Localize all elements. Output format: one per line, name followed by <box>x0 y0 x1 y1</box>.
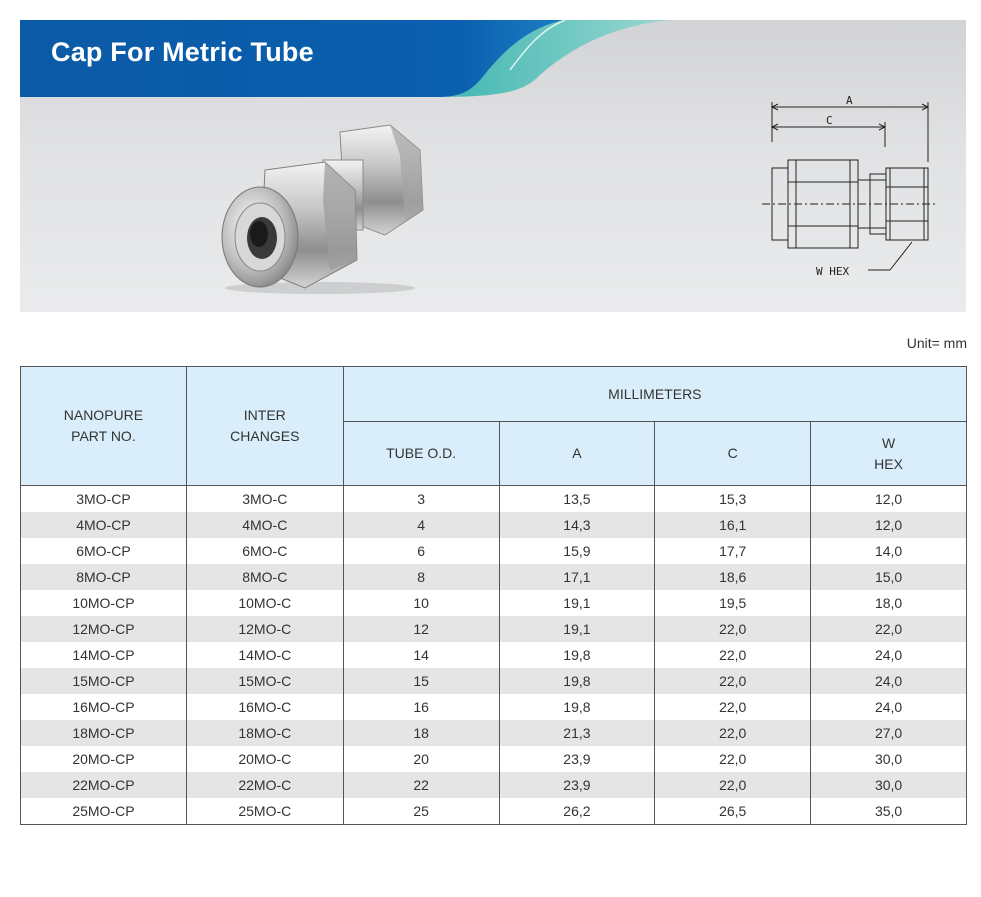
w-hex-cell: 18,0 <box>811 590 967 616</box>
interchange-cell: 3MO-C <box>186 486 343 513</box>
a-cell: 23,9 <box>499 772 655 798</box>
interchange-cell: 25MO-C <box>186 798 343 825</box>
interchange-cell: 20MO-C <box>186 746 343 772</box>
table-row <box>21 616 967 642</box>
tube-od-cell: 4 <box>343 512 499 538</box>
a-cell: 26,2 <box>499 798 655 825</box>
table-row <box>21 486 967 513</box>
a-cell: 19,1 <box>499 590 655 616</box>
header-a: A <box>499 422 655 486</box>
part-no-cell: 16MO-CP <box>21 694 187 720</box>
cap-fitting-photo <box>205 120 435 295</box>
header-c: C <box>655 422 811 486</box>
w-hex-cell: 22,0 <box>811 616 967 642</box>
c-cell: 26,5 <box>655 798 811 825</box>
hex-label: W HEX <box>816 265 850 278</box>
tube-od-cell: 6 <box>343 538 499 564</box>
header-tube-od: TUBE O.D. <box>343 422 499 486</box>
w-hex-cell: 12,0 <box>811 512 967 538</box>
tube-od-cell: 12 <box>343 616 499 642</box>
a-cell: 19,8 <box>499 668 655 694</box>
part-no-cell: 18MO-CP <box>21 720 187 746</box>
a-cell: 19,8 <box>499 694 655 720</box>
a-cell: 19,1 <box>499 616 655 642</box>
table-row <box>21 564 967 590</box>
part-no-cell: 25MO-CP <box>21 798 187 825</box>
tube-od-cell: 8 <box>343 564 499 590</box>
c-cell: 22,0 <box>655 720 811 746</box>
a-cell: 14,3 <box>499 512 655 538</box>
tube-od-cell: 16 <box>343 694 499 720</box>
tube-od-cell: 14 <box>343 642 499 668</box>
c-cell: 22,0 <box>655 616 811 642</box>
part-no-cell: 4MO-CP <box>21 512 187 538</box>
w-hex-cell: 27,0 <box>811 720 967 746</box>
interchange-cell: 8MO-C <box>186 564 343 590</box>
a-cell: 17,1 <box>499 564 655 590</box>
part-no-cell: 20MO-CP <box>21 746 187 772</box>
table-row <box>21 512 967 538</box>
interchange-cell: 15MO-C <box>186 668 343 694</box>
c-cell: 22,0 <box>655 772 811 798</box>
part-no-cell: 8MO-CP <box>21 564 187 590</box>
interchange-cell: 18MO-C <box>186 720 343 746</box>
spec-table-body <box>21 486 967 825</box>
interchange-cell: 16MO-C <box>186 694 343 720</box>
page-title: Cap For Metric Tube <box>51 37 314 67</box>
c-cell: 16,1 <box>655 512 811 538</box>
part-no-cell: 15MO-CP <box>21 668 187 694</box>
table-row <box>21 694 967 720</box>
w-hex-cell: 14,0 <box>811 538 967 564</box>
interchange-cell: 22MO-C <box>186 772 343 798</box>
header-part-no: NANOPURE PART NO. <box>21 367 187 486</box>
header-millimeters: MILLIMETERS <box>343 367 966 422</box>
c-cell: 22,0 <box>655 642 811 668</box>
w-hex-cell: 24,0 <box>811 694 967 720</box>
table-row <box>21 642 967 668</box>
c-cell: 22,0 <box>655 746 811 772</box>
a-cell: 21,3 <box>499 720 655 746</box>
part-no-cell: 12MO-CP <box>21 616 187 642</box>
part-no-cell: 3MO-CP <box>21 486 187 513</box>
w-hex-cell: 30,0 <box>811 746 967 772</box>
w-hex-cell: 24,0 <box>811 668 967 694</box>
tube-od-cell: 22 <box>343 772 499 798</box>
interchange-cell: 14MO-C <box>186 642 343 668</box>
tube-od-cell: 15 <box>343 668 499 694</box>
part-no-cell: 10MO-CP <box>21 590 187 616</box>
interchange-cell: 4MO-C <box>186 512 343 538</box>
table-row <box>21 720 967 746</box>
c-cell: 15,3 <box>655 486 811 513</box>
header-w-hex: W HEX <box>811 422 967 486</box>
tube-od-cell: 3 <box>343 486 499 513</box>
table-row <box>21 538 967 564</box>
tube-od-cell: 20 <box>343 746 499 772</box>
interchange-cell: 6MO-C <box>186 538 343 564</box>
w-hex-cell: 30,0 <box>811 772 967 798</box>
interchange-cell: 10MO-C <box>186 590 343 616</box>
unit-note: Unit= mm <box>906 335 967 351</box>
table-row <box>21 798 967 825</box>
w-hex-cell: 35,0 <box>811 798 967 825</box>
c-cell: 18,6 <box>655 564 811 590</box>
interchange-cell: 12MO-C <box>186 616 343 642</box>
c-cell: 19,5 <box>655 590 811 616</box>
table-row <box>21 590 967 616</box>
dimension-c-label: C <box>826 114 833 127</box>
dimension-a-label: A <box>846 94 853 107</box>
c-cell: 17,7 <box>655 538 811 564</box>
part-no-cell: 22MO-CP <box>21 772 187 798</box>
spec-table <box>20 366 967 825</box>
tube-od-cell: 25 <box>343 798 499 825</box>
w-hex-cell: 12,0 <box>811 486 967 513</box>
dimension-drawing <box>740 92 950 292</box>
a-cell: 13,5 <box>499 486 655 513</box>
w-hex-cell: 24,0 <box>811 642 967 668</box>
w-hex-cell: 15,0 <box>811 564 967 590</box>
tube-od-cell: 18 <box>343 720 499 746</box>
tube-od-cell: 10 <box>343 590 499 616</box>
c-cell: 22,0 <box>655 668 811 694</box>
a-cell: 23,9 <box>499 746 655 772</box>
table-row <box>21 746 967 772</box>
table-row <box>21 772 967 798</box>
part-no-cell: 14MO-CP <box>21 642 187 668</box>
header-interchanges: INTER CHANGES <box>186 367 343 486</box>
a-cell: 19,8 <box>499 642 655 668</box>
table-row <box>21 668 967 694</box>
c-cell: 22,0 <box>655 694 811 720</box>
a-cell: 15,9 <box>499 538 655 564</box>
part-no-cell: 6MO-CP <box>21 538 187 564</box>
product-banner <box>20 20 966 312</box>
